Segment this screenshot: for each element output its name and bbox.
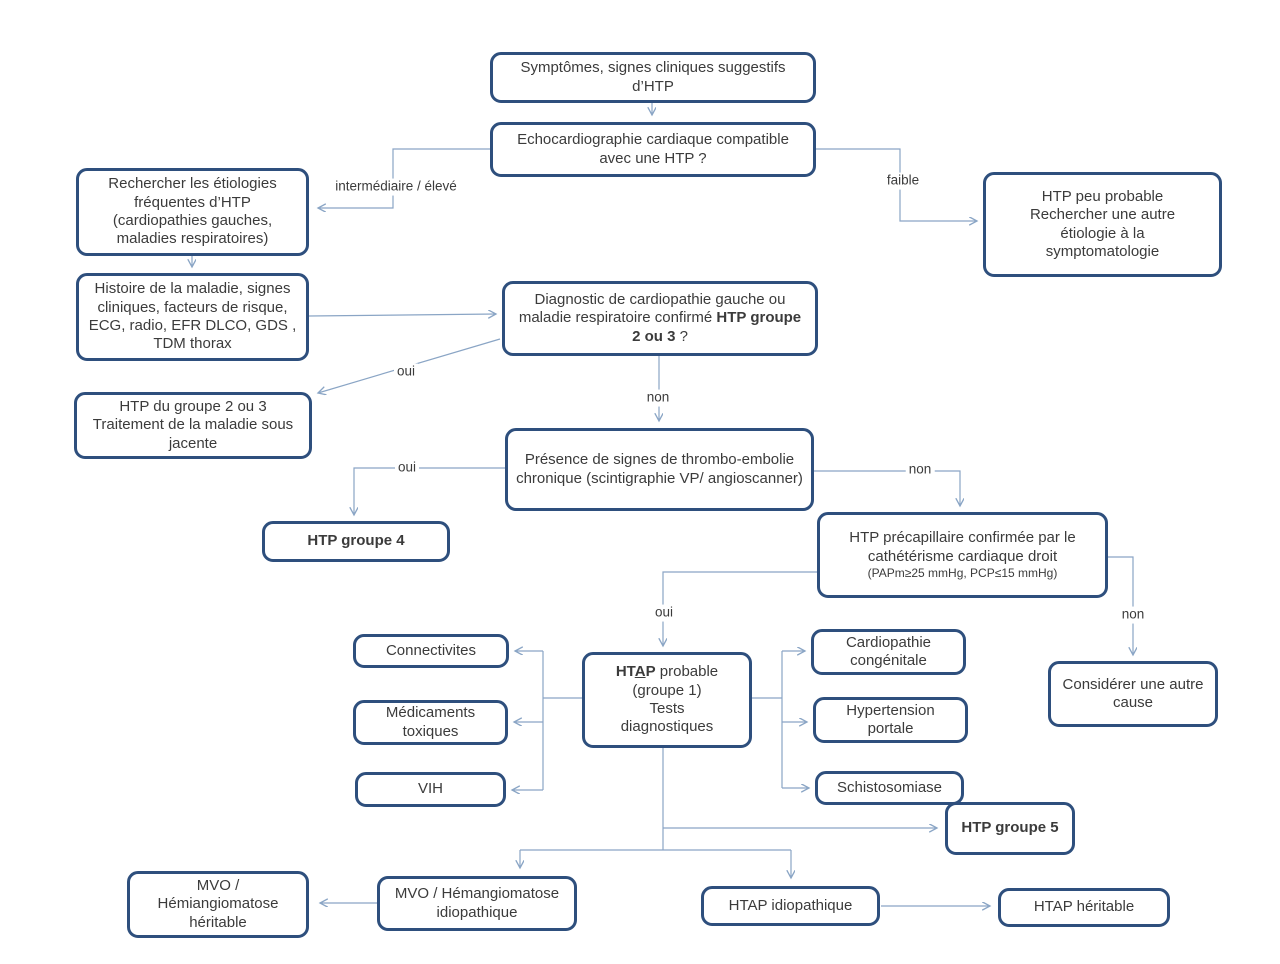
node-rechercher-etiologies [76,168,309,256]
node-connectivites-text: Connectivites [385,641,477,659]
node-medicaments-toxiques [353,700,508,745]
node-hypertension-portale [813,697,968,743]
arrow-precapillaire-htap [663,572,817,646]
node-htp-groupe-4 [262,521,450,562]
node-histoire-maladie [76,273,309,361]
node-mvo-idiopathique [377,876,577,931]
node-htap-heritable [998,888,1170,927]
line: étiologie à la [1060,224,1145,242]
node-diagnostic-groupe23 [502,281,818,356]
node-htp4-text: HTP groupe 4 [307,532,405,550]
edge-label-faible: faible [884,173,922,190]
node-symptomes-text: Symptômes, signes cliniques suggestifs d’HTP [520,59,786,95]
node-hypertension-portale-text: Hypertension portale [846,701,935,737]
edge-label-non-precapillaire: non [1119,607,1148,624]
node-precapillaire-text [849,529,1076,580]
line: diagnostiques [620,718,714,736]
line: cathétérisme cardiaque droit [867,547,1058,565]
htap-a-underlined: A [634,663,646,681]
node-htap-heritable-text: HTAP héritable [1033,898,1135,916]
edge-label-oui-diagnostic: oui [394,364,418,381]
node-htp-peu-probable-text [1030,188,1175,261]
node-htp-precapillaire [817,512,1108,598]
diagnostic-normal: Diagnostic de cardiopathie gauche ou maladie respiratoire confirmé [518,291,786,327]
line: HTP précapillaire confirmée par le [849,529,1076,547]
node-considerer-autre-cause [1048,661,1218,727]
line: MVO / [196,877,240,895]
edge-label-oui-thrombo: oui [395,460,419,477]
node-htap-probable [582,652,752,748]
node-diagnostic-text [513,291,807,346]
htap-p: P [645,663,656,681]
line: héritable [189,913,247,931]
node-thrombo-text: Présence de signes de thrombo-embolie chronique (scintigraphie VP/ angioscanner) [516,451,803,487]
edge-label-intermediaire-eleve [332,179,460,196]
diagnostic-bold: HTP groupe 2 ou 3 [632,309,802,345]
node-vih [355,772,506,807]
node-mvo-heritable [127,871,309,938]
node-thrombo-embolie [505,428,814,511]
edge-label-non-thrombo: non [906,462,935,479]
node-schistosomiase [815,771,964,805]
line: intermédiaire / [335,178,421,194]
node-htp-groupe-2-3 [74,392,312,459]
node-mvo-heritable-text [158,877,279,932]
arrow-thrombo-precapillaire [814,471,960,506]
htap-probable-word: probable [655,663,719,681]
node-htap-idiopathique-text: HTAP idiopathique [728,896,853,914]
node-echocardiographie-text: Echocardiographie cardiaque compatible avec une HTP ? [517,131,789,167]
line-hemodynamics: (PAPm≥25 mmHg, PCP≤15 mmHg) [867,565,1058,580]
line: (groupe 1) [632,681,702,699]
line: Hémiangiomatose [157,895,279,913]
edge-label-non-diagnostic: non [644,390,673,407]
node-histoire-text: Histoire de la maladie, signes cliniques, facteurs de risque, ECG, radio, EFR DLCO, GDS , TDM thorax [88,280,297,353]
edge-label-oui-precapillaire: oui [652,605,676,622]
node-htp-peu-probable [983,172,1222,277]
arrow-thrombo-htp4 [354,468,505,515]
node-echocardiographie [490,122,816,177]
htap-ht: HT [615,663,635,681]
node-rechercher-text: Rechercher les étiologies fréquentes d’HTP (cardiopathies gauches, maladies respiratoires) [108,175,277,248]
diagnostic-suffix: ? [675,327,688,345]
node-medicaments-text: Médicaments toxiques [385,704,476,740]
node-htp5-text: HTP groupe 5 [961,819,1059,837]
line: Rechercher une autre [1029,206,1176,224]
line-htap-title [616,663,718,681]
node-schistosomiase-text: Schistosomiase [836,778,943,796]
node-htap-probable-text [616,663,718,736]
line: élevé [424,178,457,194]
node-htp23-text: HTP du groupe 2 ou 3 Traitement de la maladie sous jacente [92,398,294,452]
arrow-histoire-diagnostic [309,314,496,316]
line: symptomatologie [1045,242,1160,260]
node-considerer-text: Considérer une autre cause [1062,675,1204,711]
line: Tests [649,700,685,717]
node-cardiopathie-text: Cardiopathie congénitale [845,633,932,669]
line: HTP peu probable [1041,187,1164,205]
node-htp-groupe-5 [945,802,1075,855]
node-vih-text: VIH [417,780,443,798]
node-cardiopathie-congenitale [811,629,966,675]
node-htap-idiopathique [701,886,880,926]
node-symptomes [490,52,816,103]
node-mvo-idiopathique-text: MVO / Hémangiomatose idiopathique [394,885,560,921]
node-connectivites [353,634,509,668]
